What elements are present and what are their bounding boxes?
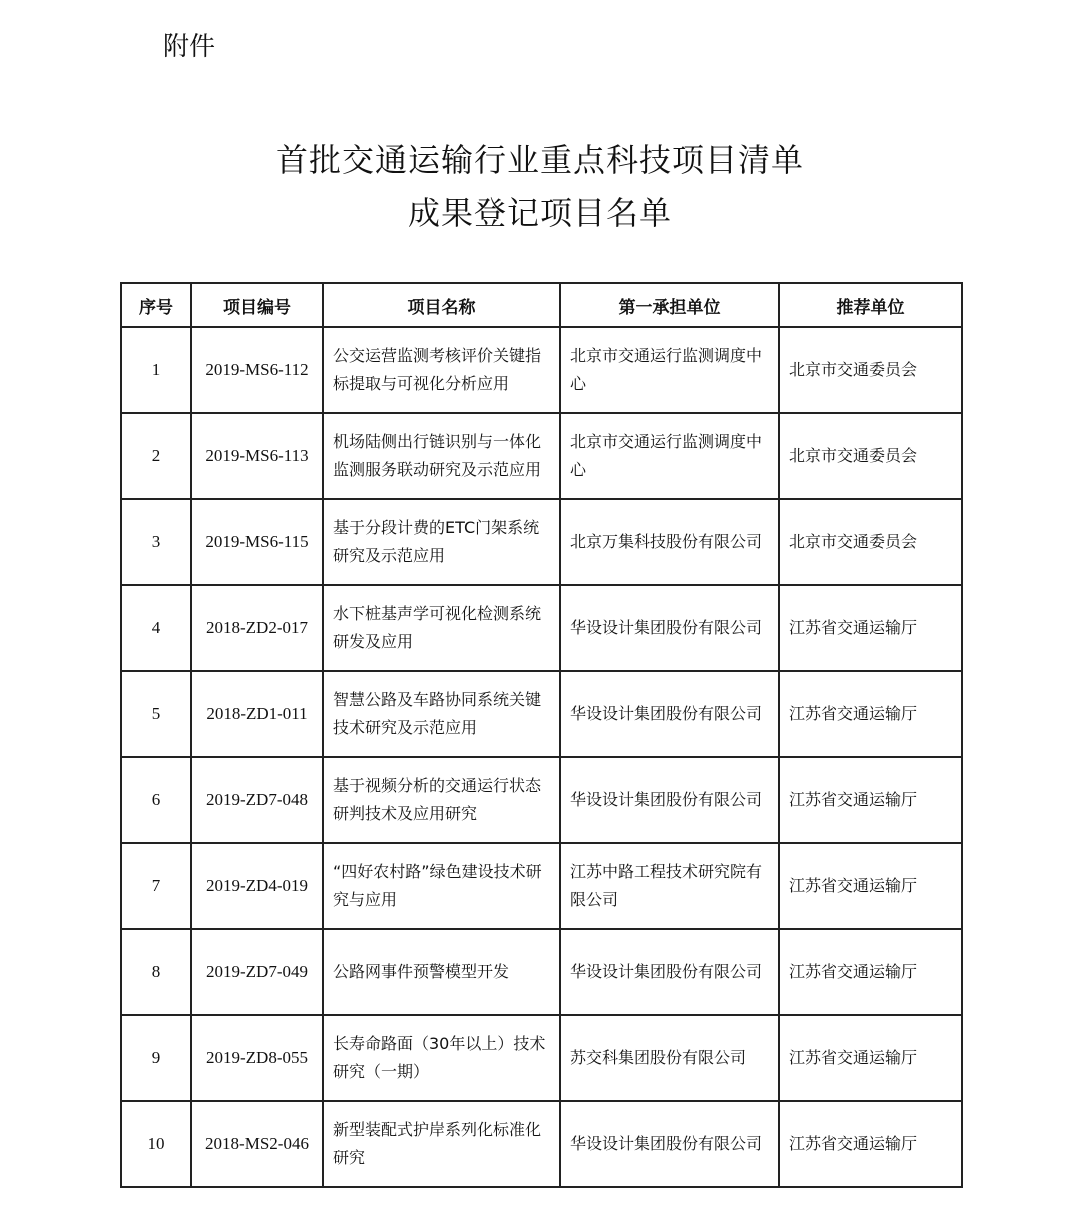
cell-project-code: 2019-MS6-112 (191, 327, 323, 413)
cell-recommending-unit: 江苏省交通运输厅 (779, 929, 962, 1015)
header-project-code: 项目编号 (191, 283, 323, 327)
cell-project-code: 2019-MS6-113 (191, 413, 323, 499)
cell-project-code: 2019-MS6-115 (191, 499, 323, 585)
cell-project-code: 2019-ZD8-055 (191, 1015, 323, 1101)
table-header-row (121, 283, 962, 327)
cell-project-code: 2019-ZD7-048 (191, 757, 323, 843)
cell-recommending-unit: 江苏省交通运输厅 (779, 843, 962, 929)
cell-project-name: 基于分段计费的ETC门架系统研究及示范应用 (323, 499, 560, 585)
cell-lead-unit: 江苏中路工程技术研究院有限公司 (560, 843, 779, 929)
table-row (121, 327, 962, 413)
cell-lead-unit: 苏交科集团股份有限公司 (560, 1015, 779, 1101)
table-row (121, 843, 962, 929)
table-row (121, 413, 962, 499)
header-lead-unit: 第一承担单位 (560, 283, 779, 327)
cell-recommending-unit: 北京市交通委员会 (779, 327, 962, 413)
cell-recommending-unit: 江苏省交通运输厅 (779, 1101, 962, 1187)
document-title: 首批交通运输行业重点科技项目清单 (275, 141, 804, 179)
cell-lead-unit: 华设设计集团股份有限公司 (560, 585, 779, 671)
cell-project-name: 水下桩基声学可视化检测系统研发及应用 (323, 585, 560, 671)
project-list-table (120, 282, 963, 1188)
cell-seq: 1 (121, 327, 191, 413)
cell-project-name: 长寿命路面（30年以上）技术研究（一期） (323, 1015, 560, 1101)
table-row (121, 499, 962, 585)
cell-project-code: 2018-ZD1-011 (191, 671, 323, 757)
cell-seq: 3 (121, 499, 191, 585)
table-row (121, 671, 962, 757)
header-recommending-unit: 推荐单位 (779, 283, 962, 327)
cell-project-code: 2019-ZD7-049 (191, 929, 323, 1015)
cell-seq: 2 (121, 413, 191, 499)
cell-recommending-unit: 北京市交通委员会 (779, 499, 962, 585)
table-row (121, 757, 962, 843)
cell-seq: 9 (121, 1015, 191, 1101)
header-seq: 序号 (121, 283, 191, 327)
cell-seq: 7 (121, 843, 191, 929)
cell-project-name: 智慧公路及车路协同系统关键技术研究及示范应用 (323, 671, 560, 757)
cell-lead-unit: 华设设计集团股份有限公司 (560, 929, 779, 1015)
cell-recommending-unit: 江苏省交通运输厅 (779, 671, 962, 757)
cell-project-name: 基于视频分析的交通运行状态研判技术及应用研究 (323, 757, 560, 843)
cell-lead-unit: 北京市交通运行监测调度中心 (560, 413, 779, 499)
header-project-name: 项目名称 (323, 283, 560, 327)
cell-recommending-unit: 江苏省交通运输厅 (779, 757, 962, 843)
cell-lead-unit: 华设设计集团股份有限公司 (560, 1101, 779, 1187)
cell-recommending-unit: 江苏省交通运输厅 (779, 1015, 962, 1101)
table-row (121, 1015, 962, 1101)
cell-seq: 4 (121, 585, 191, 671)
cell-lead-unit: 华设设计集团股份有限公司 (560, 757, 779, 843)
cell-lead-unit: 北京市交通运行监测调度中心 (560, 327, 779, 413)
cell-recommending-unit: 北京市交通委员会 (779, 413, 962, 499)
cell-seq: 6 (121, 757, 191, 843)
cell-project-code: 2018-ZD2-017 (191, 585, 323, 671)
cell-lead-unit: 华设设计集团股份有限公司 (560, 671, 779, 757)
cell-project-name: 新型装配式护岸系列化标准化研究 (323, 1101, 560, 1187)
cell-project-name: 公路网事件预警模型开发 (323, 929, 560, 1015)
table-row (121, 1101, 962, 1187)
cell-seq: 5 (121, 671, 191, 757)
cell-project-name: 公交运营监测考核评价关键指标提取与可视化分析应用 (323, 327, 560, 413)
table-row (121, 929, 962, 1015)
cell-seq: 10 (121, 1101, 191, 1187)
cell-recommending-unit: 江苏省交通运输厅 (779, 585, 962, 671)
cell-project-name: 机场陆侧出行链识别与一体化监测服务联动研究及示范应用 (323, 413, 560, 499)
table-row (121, 585, 962, 671)
cell-lead-unit: 北京万集科技股份有限公司 (560, 499, 779, 585)
document-subtitle: 成果登记项目名单 (407, 194, 672, 232)
cell-project-name: “四好农村路”绿色建设技术研究与应用 (323, 843, 560, 929)
cell-project-code: 2019-ZD4-019 (191, 843, 323, 929)
cell-project-code: 2018-MS2-046 (191, 1101, 323, 1187)
attachment-label: 附件 (163, 32, 216, 62)
cell-seq: 8 (121, 929, 191, 1015)
